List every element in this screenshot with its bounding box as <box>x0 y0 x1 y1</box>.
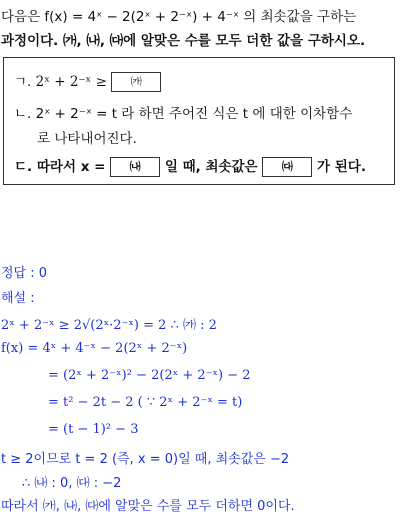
condition-3-prefix: ㄷ. <box>14 159 33 175</box>
explanation-heading: 해설 : <box>1 291 35 306</box>
condition-3-post: 가 된다. <box>317 159 366 175</box>
solution-line-2: f(x) = 4ˣ + 4⁻ˣ − 2(2ˣ + 2⁻ˣ) <box>1 341 188 356</box>
solution-line-6: t ≥ 2이므로 t = 2 (즉, x = 0)일 때, 최솟값은 −2 <box>1 452 290 467</box>
blank-da[interactable]: ㈐ <box>262 157 312 177</box>
answer-line: 정답 : 0 <box>1 266 48 281</box>
question-line-2: 과정이다. ㈎, ㈏, ㈐에 알맞은 수를 모두 더한 값을 구하시오. <box>1 33 366 49</box>
blank-ga[interactable]: ㈎ <box>111 72 161 92</box>
condition-2 <box>14 102 352 122</box>
condition-3-pre: 따라서 x = <box>36 159 106 175</box>
blank-na[interactable]: ㈏ <box>110 157 160 177</box>
condition-1 <box>14 70 161 92</box>
solution-line-1: 2ˣ + 2⁻ˣ ≥ 2√(2ˣ·2⁻ˣ) = 2 ∴ ㈎ : 2 <box>1 318 217 333</box>
condition-2-text: 2ˣ + 2⁻ˣ = t 라 하면 주어진 식은 t 에 대한 이차함수 <box>35 106 353 122</box>
solution-line-3: = (2ˣ + 2⁻ˣ)² − 2(2ˣ + 2⁻ˣ) − 2 <box>48 368 251 383</box>
solution-line-4: = t² − 2t − 2 ( ∵ 2ˣ + 2⁻ˣ = t) <box>48 395 243 410</box>
solution-line-8: 따라서 ㈎, ㈏, ㈐에 알맞은 수를 모두 더하면 0이다. <box>1 499 295 514</box>
condition-3-mid: 일 때, 최솟값은 <box>164 159 258 175</box>
condition-1-prefix: ㄱ. <box>14 74 32 90</box>
condition-1-expr: 2ˣ + 2⁻ˣ ≥ <box>35 74 107 90</box>
condition-3 <box>14 155 366 177</box>
question-line-1: 다음은 f(x) = 4ˣ − 2(2ˣ + 2⁻ˣ) + 4⁻ˣ 의 최솟값을 구하는 <box>1 9 357 25</box>
solution-line-5: = (t − 1)² − 3 <box>48 422 139 437</box>
condition-2-prefix: ㄴ. <box>14 106 32 122</box>
condition-2-continued: 로 나타내어진다. <box>37 131 137 147</box>
solution-line-7: ∴ ㈏ : 0, ㈐ : −2 <box>22 476 122 491</box>
